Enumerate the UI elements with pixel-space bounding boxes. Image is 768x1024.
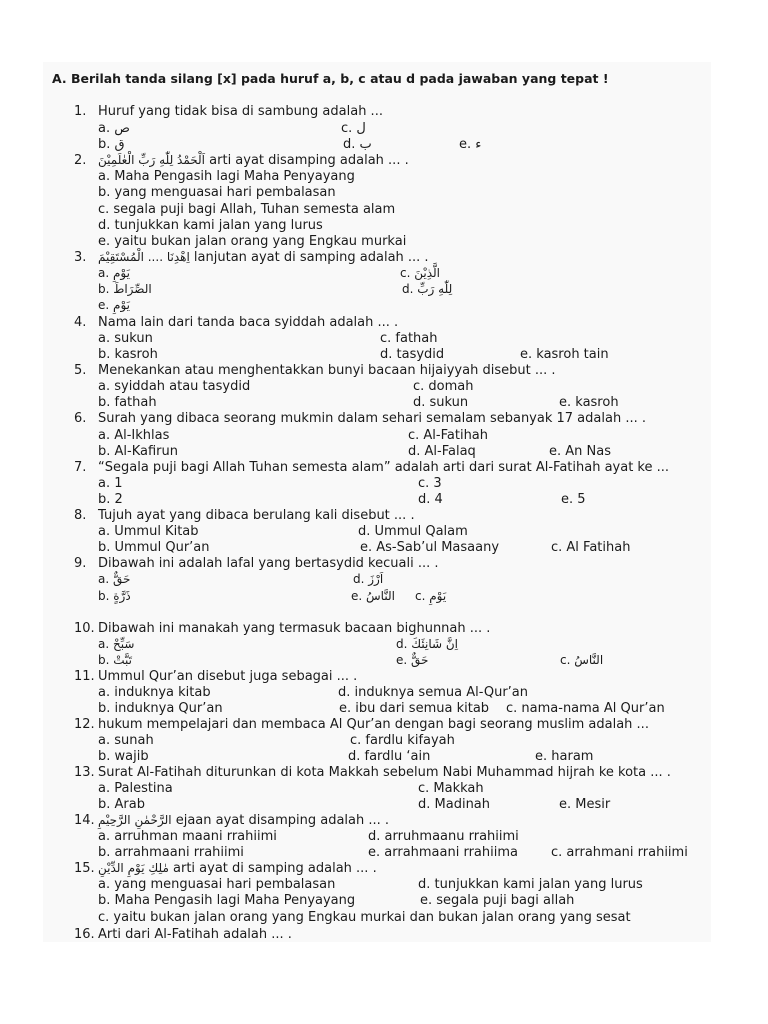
option-c: c. arrahmani rrahiimi (551, 845, 688, 860)
section-heading: A. Berilah tanda silang [x] pada huruf a, b, c atau d pada jawaban yang tepat ! (52, 71, 609, 86)
option-e: e. 5 (561, 492, 586, 507)
option-b: b. yang menguasai hari pembalasan (98, 185, 336, 200)
question-text: Huruf yang tidak bisa di sambung adalah ... (98, 104, 383, 119)
question-text: Menekankan atau menghentakkan bunyi bacaan hijaiyyah disebut ... . (98, 363, 556, 378)
option-e: e. حَقٌّ (396, 653, 429, 667)
question-number: 10. (74, 621, 95, 636)
option-a: a. 1 (98, 476, 123, 491)
question-number: 12. (74, 717, 95, 732)
option-c: c. 3 (418, 476, 442, 491)
question-text: ejaan ayat disamping adalah ... . (175, 813, 390, 828)
option-c: c. النَّاسُ (560, 653, 604, 667)
option-d: d. tunjukkan kami jalan yang lurus (418, 877, 643, 892)
question-number: 6. (74, 411, 87, 426)
question-text: Arti dari Al-Fatihah adalah ... . (98, 927, 292, 942)
option-a: a. sukun (98, 331, 153, 346)
option-c: c. الَّذِيْنَ (400, 266, 440, 280)
option-a: a. yang menguasai hari pembalasan (98, 877, 336, 892)
arabic-verse: اَلْحَمْدُ لِلّٰهِ رَبِّ الْعٰلَمِيْنَ (98, 153, 206, 167)
option-b: b. arrahmaani rrahiimi (98, 845, 244, 860)
option-a: a. Al-Ikhlas (98, 428, 170, 443)
option-b: b. تَبَّتْ (98, 653, 132, 667)
option-b: b. kasroh (98, 347, 158, 362)
option-d: d. induknya semua Al-Qur’an (338, 685, 529, 700)
option-a: a. سَبِّحْ (98, 637, 135, 651)
question-text: Surah yang dibaca seorang mukmin dalam sehari semalam sebanyak 17 adalah ... . (98, 411, 646, 426)
option-d: d. Madinah (418, 797, 491, 812)
option-d: d. arruhmaanu rrahiimi (368, 829, 519, 844)
question-number: 9. (74, 556, 87, 571)
option-c: c. Al-Fatihah (408, 428, 489, 443)
option-c: c. Makkah (418, 781, 484, 796)
option-e: e. yaitu bukan jalan orang yang Engkau murkai (98, 234, 407, 249)
option-b: b. Ummul Qur’an (98, 540, 210, 555)
option-e: e. ibu dari semua kitab (339, 701, 490, 716)
option-e: e. kasroh tain (520, 347, 609, 362)
option-d: d. اِنَّ شَانِئَكَ (396, 637, 458, 651)
question-number: 5. (74, 363, 87, 378)
question-text: Nama lain dari tanda baca syiddah adalah ... . (98, 315, 399, 330)
question-number: 4. (74, 315, 87, 330)
question-text: arti ayat di samping adalah ... . (173, 861, 377, 876)
option-d: d. sukun (413, 395, 469, 410)
option-b: b. wajib (98, 749, 149, 764)
question-text: “Segala puji bagi Allah Tuhan semesta alam” adalah arti dari surat Al-Fatihah ayat ke ... (98, 460, 670, 475)
option-a: a. يَوْمِ (98, 266, 130, 280)
question-text: Dibawah ini adalah lafal yang bertasydid kecuali ... . (98, 556, 439, 571)
option-a: a. syiddah atau tasydid (98, 379, 251, 394)
arabic-verse: الرَّحْمٰنِ الرَّحِيْمِ (98, 813, 172, 827)
option-a: a. Maha Pengasih lagi Maha Penyayang (98, 169, 355, 184)
option-d: d. اَرْزَ (353, 572, 384, 586)
option-a: a. Ummul Kitab (98, 524, 199, 539)
question-text: Ummul Qur’an disebut juga sebagai ... . (98, 669, 358, 684)
option-b: b. Maha Pengasih lagi Maha Penyayang (98, 893, 356, 908)
question-text: arti ayat disamping adalah ... . (209, 153, 409, 168)
option-e: e. يَوْمِ (98, 298, 130, 312)
option-a: a. induknya kitab (98, 685, 211, 700)
question-number: 16. (74, 927, 95, 942)
question-number: 14. (74, 813, 95, 828)
question-text: Dibawah ini manakah yang termasuk bacaan bighunnah ... . (98, 621, 491, 636)
option-c: c. ل (341, 121, 366, 136)
option-d: d. لِلّٰهِ رَبِّ (402, 282, 453, 296)
option-d: d. tasydid (380, 347, 445, 362)
option-b: b. Al-Kafirun (98, 444, 178, 459)
option-b: b. Arab (98, 797, 145, 812)
option-a: a. Palestina (98, 781, 173, 796)
option-c: c. yaitu bukan jalan orang yang Engkau murkai dan bukan jalan orang yang sesat (98, 910, 631, 925)
option-b: b. ذَرَّةٍ (98, 589, 131, 603)
option-b: b. 2 (98, 492, 123, 507)
question-number: 8. (74, 508, 87, 523)
option-e: e. segala puji bagi allah (420, 893, 575, 908)
option-e: e. kasroh (559, 395, 619, 410)
option-c: c. يَوْمِ (415, 589, 447, 603)
option-d: d. fardlu ‘ain (348, 749, 431, 764)
option-e: e. النَّاسُ (351, 589, 395, 603)
question-text: Tujuh ayat yang dibaca berulang kali disebut ... . (98, 508, 415, 523)
option-b: b. الصِّرَاطَ (98, 282, 152, 296)
question-text: hukum mempelajari dan membaca Al Qur’an dengan bagi seorang muslim adalah ... (98, 717, 649, 732)
option-e: e. Mesir (559, 797, 611, 812)
option-c: c. fardlu kifayah (350, 733, 455, 748)
option-d: d. 4 (418, 492, 443, 507)
option-a: a. ص (98, 121, 130, 136)
option-d: d. tunjukkan kami jalan yang lurus (98, 218, 323, 233)
option-b: b. induknya Qur’an (98, 701, 223, 716)
option-c: c. nama-nama Al Qur’an (506, 701, 665, 716)
option-e: e. arrahmaani rrahiima (368, 845, 518, 860)
option-e: e. As-Sab’ul Masaany (360, 540, 500, 555)
option-e: e. haram (535, 749, 594, 764)
question-number: 2. (74, 153, 87, 168)
arabic-verse: اِهْدِنَا .... الْمُسْتَقِيْمَ (98, 250, 190, 264)
question-text: lanjutan ayat di samping adalah ... . (193, 250, 429, 265)
option-a: a. حَقٌّ (98, 572, 131, 586)
option-d: d. ب (343, 137, 372, 152)
arabic-verse: مٰلِكِ يَوْمِ الدِّيْنِ (98, 861, 169, 875)
option-e: e. ء (459, 137, 482, 152)
option-a: a. arruhman maani rrahiimi (98, 829, 277, 844)
option-e: e. An Nas (549, 444, 611, 459)
question-text: Surat Al-Fatihah diturunkan di kota Makkah sebelum Nabi Muhammad hijrah ke kota ... . (98, 765, 671, 780)
question-number: 15. (74, 861, 95, 876)
option-d: d. Ummul Qalam (358, 524, 468, 539)
option-c: c. segala puji bagi Allah, Tuhan semesta alam (98, 202, 396, 217)
question-number: 13. (74, 765, 95, 780)
option-b: b. ق (98, 137, 125, 152)
option-b: b. fathah (98, 395, 157, 410)
question-number: 3. (74, 250, 87, 265)
option-a: a. sunah (98, 733, 154, 748)
option-c: c. fathah (380, 331, 438, 346)
question-number: 1. (74, 104, 87, 119)
question-number: 7. (74, 460, 87, 475)
option-c: c. domah (413, 379, 474, 394)
option-d: d. Al-Falaq (408, 444, 476, 459)
question-number: 11. (74, 669, 95, 684)
option-c: c. Al Fatihah (551, 540, 631, 555)
